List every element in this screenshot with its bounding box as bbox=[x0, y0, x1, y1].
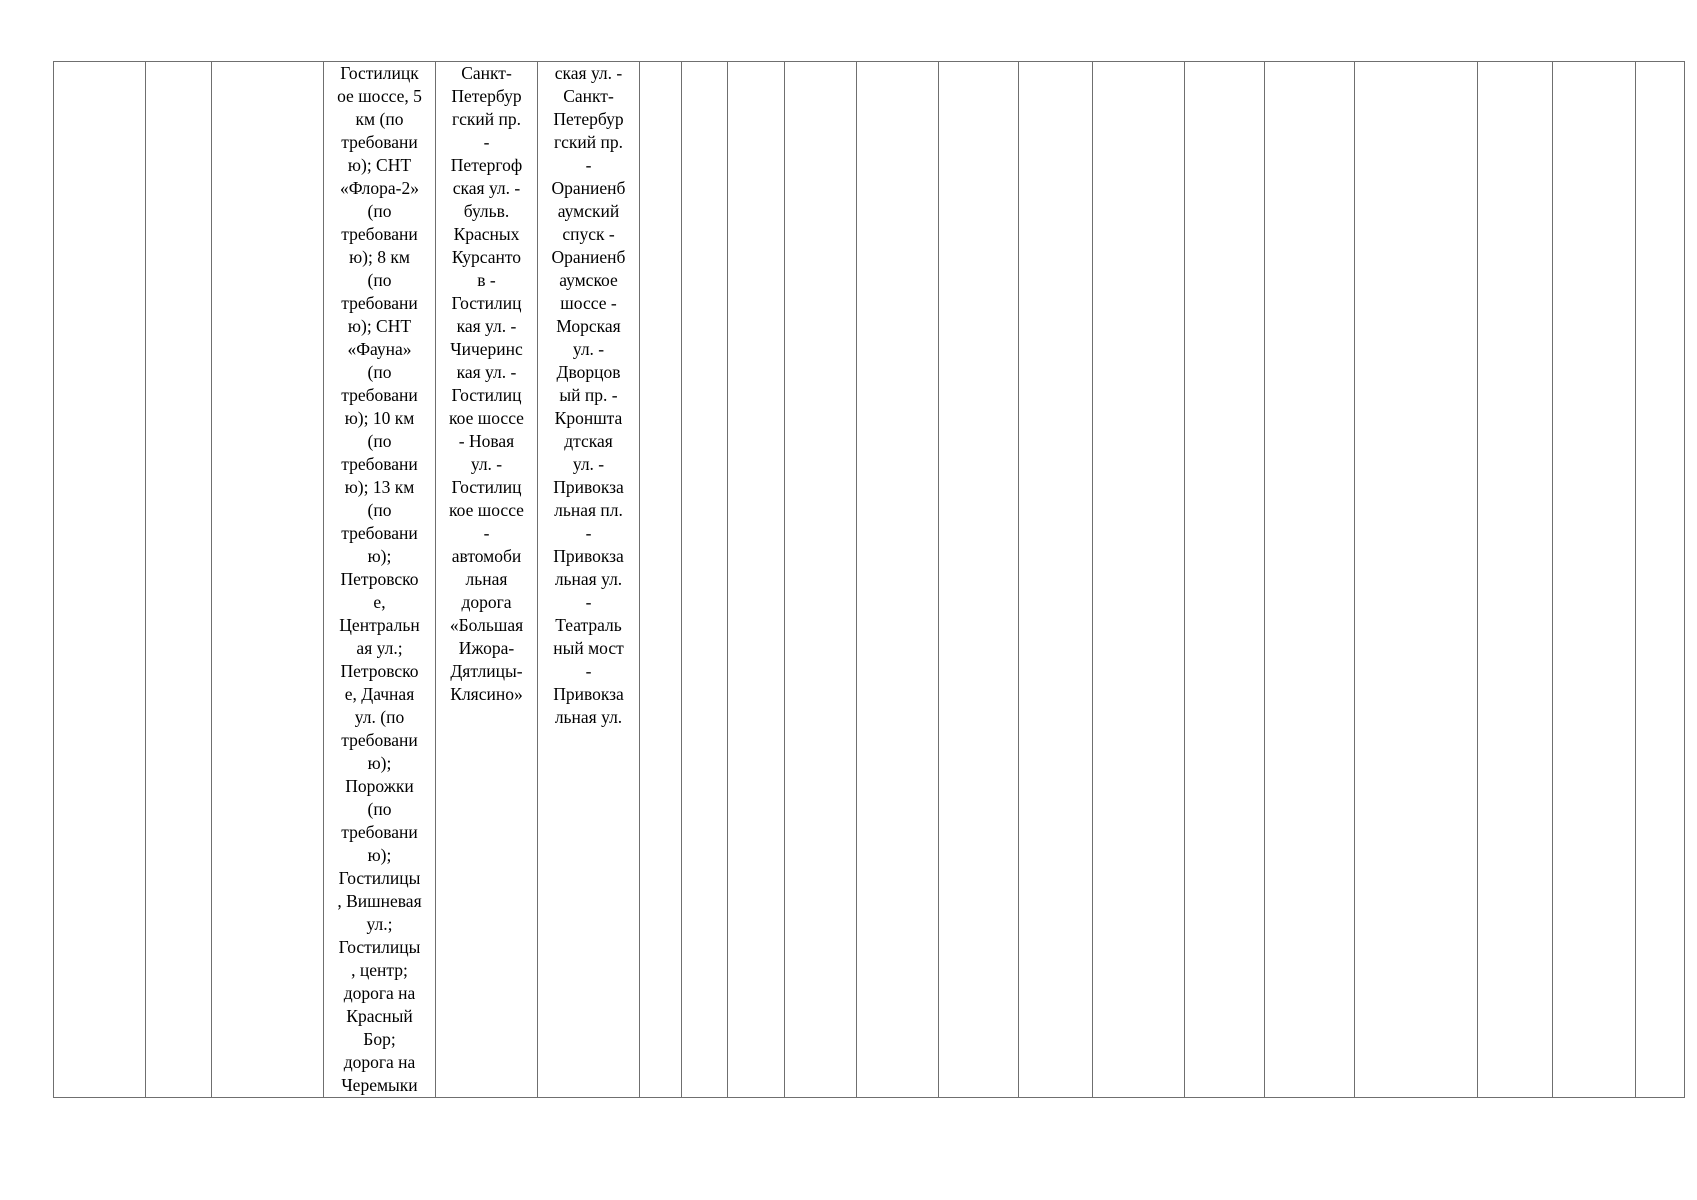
cell-empty bbox=[728, 62, 785, 1098]
cell-registration-number bbox=[146, 62, 212, 1098]
table-row bbox=[54, 62, 1685, 1098]
cell-stops: Гостилицк ое шоссе, 5 км (по требовани ю); СНТ «Флора-2» (по требовани ю); 8 км (по требовани ю); СНТ «Фауна» (по требовани ю); 10 км (по требовани ю); 13 км (по требовани ю); Петровско е, Центральн ая ул.; Петровско е, Дачная ул. (по требовани ю); Порожки (по требовани ю); Гостилицы , Вишневая ул.; Гостилицы , центр; дорога на Красный Бор; дорога на Черемыки bbox=[324, 62, 436, 1098]
cell-empty bbox=[1019, 62, 1093, 1098]
cell-empty bbox=[640, 62, 682, 1098]
cell-route-backward: ская ул. - Санкт- Петербур гский пр. - Ораниенб аумский спуск - Ораниенб аумское шоссе - Морская ул. - Дворцов ый пр. - Кроншта дтская ул. - Привокза льная пл. - Привокза льная ул. - Театраль ный мост - Привокза льная ул. bbox=[538, 62, 640, 1098]
cell-empty bbox=[939, 62, 1019, 1098]
cell-route-name bbox=[212, 62, 324, 1098]
cell-empty bbox=[1355, 62, 1478, 1098]
cell-empty bbox=[785, 62, 857, 1098]
cell-route-forward: Санкт- Петербур гский пр. - Петергоф ская ул. - бульв. Красных Курсанто в - Гостилиц кая ул. - Чичеринс кая ул. - Гостилиц кое шоссе - Новая ул. - Гостилиц кое шоссе - автомоби льная дорога «Большая Ижора- Дятлицы- Клясино» bbox=[436, 62, 538, 1098]
cell-empty bbox=[857, 62, 939, 1098]
cell-empty bbox=[1185, 62, 1265, 1098]
cell-route-number bbox=[54, 62, 146, 1098]
cell-empty bbox=[1093, 62, 1185, 1098]
cell-empty bbox=[1553, 62, 1636, 1098]
route-registry-table bbox=[53, 61, 1685, 1098]
cell-empty bbox=[682, 62, 728, 1098]
cell-empty bbox=[1478, 62, 1553, 1098]
cell-empty bbox=[1636, 62, 1685, 1098]
cell-empty bbox=[1265, 62, 1355, 1098]
